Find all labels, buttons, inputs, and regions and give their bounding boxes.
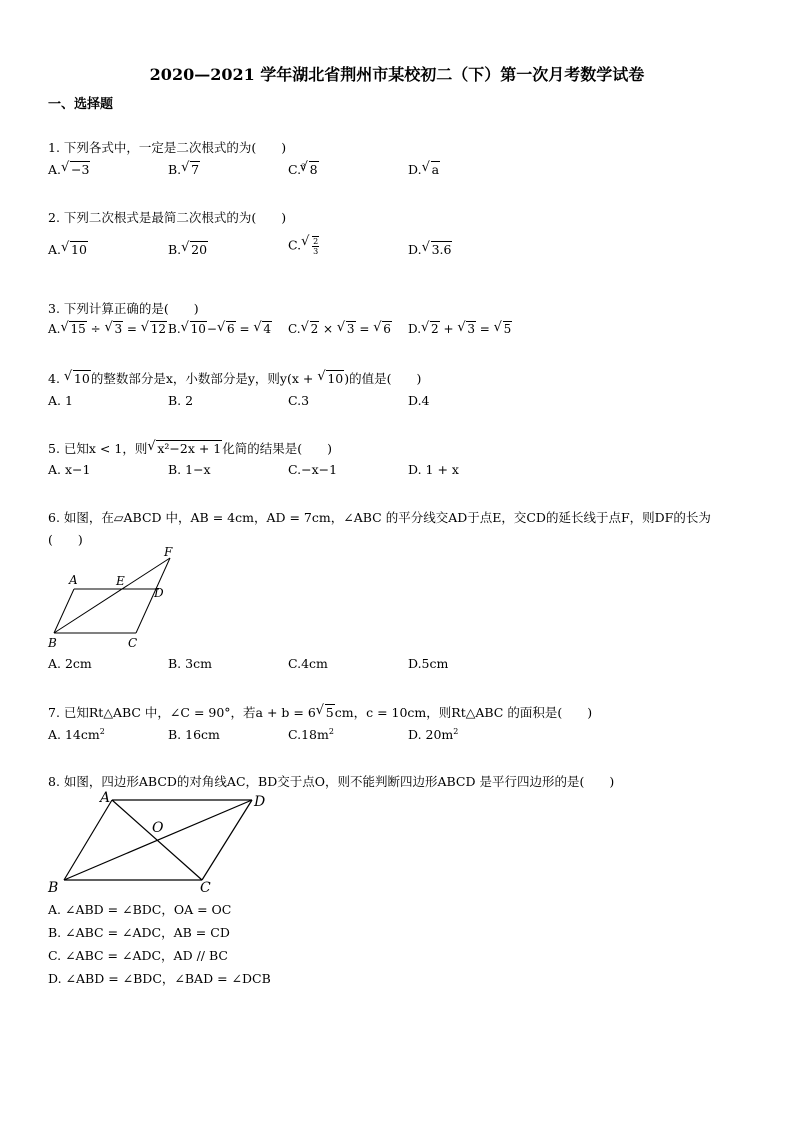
q6-parallelogram-figure (44, 544, 184, 652)
q3-option-b[interactable]: B.√ 10−√ 6 = √ 4 (168, 322, 272, 336)
q5-option-a[interactable]: A. x−1 (48, 462, 91, 477)
q7-option-c[interactable]: $C.18m^2$ (288, 727, 334, 743)
q3-option-d[interactable]: D.√ 2 + √ 3 = √ 5 (408, 322, 512, 336)
section-heading: 一、选择题 (48, 97, 114, 112)
q4-option-d[interactable]: D.4 (408, 393, 430, 408)
q6-option-b[interactable]: B. 3cm (168, 656, 212, 671)
q3-option-c[interactable]: C.√ 2 × √ 3 = √ 6 (288, 322, 392, 336)
question-6-stem: 6. 如图，在▱ABCD 中，AB = 4cm，AD = 7cm，∠ABC 的平分线交AD于点E，交CD的延长线于点F，则DF的长为 (48, 510, 711, 525)
q8-label-d: D (254, 794, 266, 810)
q6-option-d[interactable]: D.5cm (408, 656, 449, 671)
q7-option-b[interactable]: B. 16cm (168, 727, 220, 742)
q2-option-c[interactable]: C. √ $\frac{2}{3}$ (288, 236, 320, 256)
q6-label-b: B (48, 636, 57, 650)
q5-option-c[interactable]: C.−x−1 (288, 462, 338, 477)
question-2-stem: 2. 下列二次根式是最简二次根式的为( ) (48, 210, 287, 225)
question-4-stem: 4. √ 10的整数部分是x，小数部分是y，则y(x + √ 10)的值是( ) (48, 369, 421, 387)
q8-parallelogram-figure (44, 786, 274, 898)
q6-label-a: A (69, 573, 78, 587)
q5-option-b[interactable]: B. 1−x (168, 462, 211, 477)
q8-option-a[interactable]: A. ∠ABD = ∠BDC，OA = OC (48, 902, 232, 917)
q1-option-b[interactable]: B.√ 7 (168, 162, 200, 177)
q1-option-d[interactable]: D.√ a (408, 162, 440, 177)
q6-label-e: E (116, 574, 125, 588)
q8-option-c[interactable]: C. ∠ABC = ∠ADC，AD // BC (48, 948, 228, 963)
q4-option-b[interactable]: B. 2 (168, 393, 194, 408)
q8-label-b: B (48, 880, 59, 896)
q4-option-c[interactable]: C.3 (288, 393, 310, 408)
q7-option-a[interactable]: A. $14cm^2$ (48, 727, 105, 743)
q1-option-c[interactable]: C.$^3$√ 8 (288, 162, 319, 177)
q5-option-d[interactable]: D. 1 + x (408, 462, 459, 477)
q6-option-c[interactable]: C.4cm (288, 656, 328, 671)
q2-option-d[interactable]: D.√ 3.6 (408, 242, 452, 257)
q6-label-d: D (154, 586, 164, 600)
q2-option-b[interactable]: B.√ 20 (168, 242, 208, 257)
q4-option-a[interactable]: A. 1 (48, 393, 73, 408)
q6-option-a[interactable]: A. 2cm (48, 656, 92, 671)
q7-option-d[interactable]: D. $20m^2$ (408, 727, 459, 743)
question-6-stem-end: ( ) (48, 532, 83, 547)
q1-option-a[interactable]: A.√ −3 (48, 162, 90, 177)
page-title: 2020—2021 学年湖北省荆州市某校初二（下）第一次月考数学试卷 (149, 65, 645, 84)
q6-label-c: C (128, 636, 138, 650)
question-3-stem: 3. 下列计算正确的是( ) (48, 301, 199, 316)
q8-label-c: C (200, 880, 211, 896)
q8-option-d[interactable]: D. ∠ABD = ∠BDC，∠BAD = ∠DCB (48, 971, 271, 986)
q8-segment-ab (64, 800, 112, 880)
q8-label-a: A (100, 790, 111, 806)
question-8-stem: 8. 如图，四边形ABCD的对角线AC，BD交于点O，则不能判断四边形ABCD 是平行四边形的是( ) (48, 774, 615, 789)
q3-option-a[interactable]: A.√ 15 ÷ √ 3 = √ 12 (48, 322, 167, 336)
question-5-stem: 5. 已知x < 1，则√ x²−2x + 1化简的结果是( ) (48, 439, 332, 457)
q8-label-o: O (152, 820, 164, 836)
question-1-stem: 1. 下列各式中，一定是二次根式的为( ) (48, 140, 287, 155)
q2-option-a[interactable]: A.√ 10 (48, 242, 88, 257)
question-7-stem: 7. 已知Rt△ABC 中，∠C = 90°，若a + b = 6√ 5cm，c = 10cm，则Rt△ABC 的面积是( ) (48, 703, 592, 721)
q8-diagonal-bd (64, 800, 252, 880)
q8-segment-cd (202, 800, 252, 880)
q6-label-f: F (164, 545, 173, 559)
q8-option-b[interactable]: B. ∠ABC = ∠ADC，AB = CD (48, 925, 230, 940)
